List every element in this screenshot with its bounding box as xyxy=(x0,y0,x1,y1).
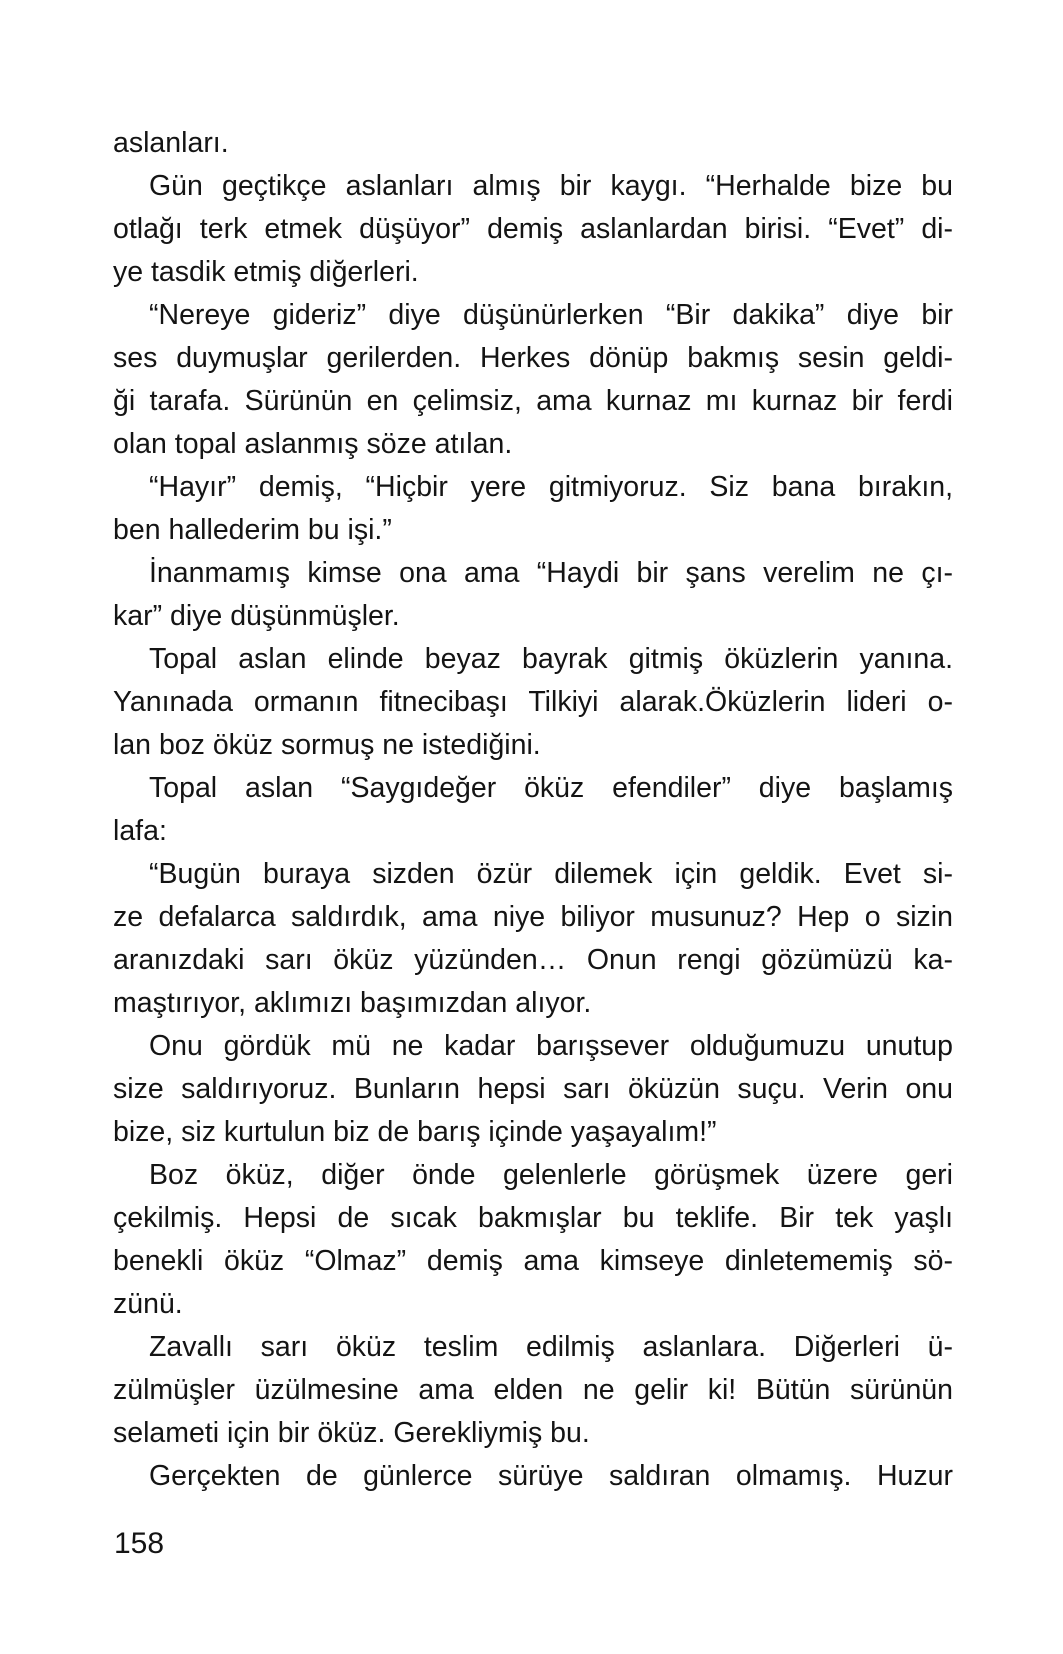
paragraph xyxy=(113,552,953,638)
text-line: ses duymuşlar gerilerden. Herkes dönüp bakmış sesin geldi- xyxy=(113,342,953,374)
text-line: size saldırıyoruz. Bunların hepsi sarı öküzün suçu. Verin onu xyxy=(113,1073,953,1105)
body-text xyxy=(113,122,953,1498)
paragraph xyxy=(113,294,953,466)
text-line: ben hallederim bu işi.” xyxy=(113,514,392,546)
text-line: benekli öküz “Olmaz” demiş ama kimseye dinletememiş sö- xyxy=(113,1245,953,1277)
text-line: Onu gördük mü ne kadar barışsever olduğumuzu unutup xyxy=(149,1030,953,1062)
text-line: çekilmiş. Hepsi de sıcak bakmışlar bu teklife. Bir tek yaşlı xyxy=(113,1202,953,1234)
text-line: “Hayır” demiş, “Hiçbir yere gitmiyoruz. Siz bana bırakın, xyxy=(149,471,953,503)
text-line: maştırıyor, aklımızı başımızdan alıyor. xyxy=(113,987,592,1019)
paragraph xyxy=(113,1025,953,1154)
text-line: olan topal aslanmış söze atılan. xyxy=(113,428,513,460)
text-line: ği tarafa. Sürünün en çelimsiz, ama kurnaz mı kurnaz bir ferdi xyxy=(113,385,953,417)
text-line: İnanmamış kimse ona ama “Haydi bir şans verelim ne çı- xyxy=(149,557,953,589)
text-line: Topal aslan elinde beyaz bayrak gitmiş öküzlerin yanına. xyxy=(149,643,953,675)
text-line: aranızdaki sarı öküz yüzünden… Onun rengi gözümüzü ka- xyxy=(113,944,953,976)
text-line: lan boz öküz sormuş ne istediğini. xyxy=(113,729,541,761)
text-line: Gün geçtikçe aslanları almış bir kaygı. “Herhalde bize bu xyxy=(149,170,953,202)
text-line: zünü. xyxy=(113,1288,183,1320)
text-line: lafa: xyxy=(113,815,167,847)
text-line: selameti için bir öküz. Gerekliymiş bu. xyxy=(113,1417,590,1449)
text-line: Zavallı sarı öküz teslim edilmiş aslanlara. Diğerleri ü- xyxy=(149,1331,953,1363)
text-line: “Bugün buraya sizden özür dilemek için geldik. Evet si- xyxy=(149,858,953,890)
text-line: Topal aslan “Saygıdeğer öküz efendiler” diye başlamış xyxy=(149,772,953,804)
text-line: Gerçekten de günlerce sürüye saldıran olmamış. Huzur xyxy=(149,1460,953,1492)
text-line: otlağı terk etmek düşüyor” demiş aslanlardan birisi. “Evet” di- xyxy=(113,213,953,245)
paragraph xyxy=(113,466,953,552)
text-line: Yanınada ormanın fitnecibaşı Tilkiyi alarak.Öküzlerin lideri o- xyxy=(113,686,953,718)
text-line: zülmüşler üzülmesine ama elden ne gelir ki! Bütün sürünün xyxy=(113,1374,953,1406)
page-number: 158 xyxy=(114,1527,165,1560)
text-line: bize, siz kurtulun biz de barış içinde yaşayalım!” xyxy=(113,1116,717,1148)
paragraph xyxy=(113,1455,953,1498)
text-line: aslanları. xyxy=(113,127,229,159)
paragraph xyxy=(113,1326,953,1455)
text-line: ze defalarca saldırdık, ama niye biliyor musunuz? Hep o sizin xyxy=(113,901,953,933)
paragraph xyxy=(113,122,953,165)
text-line: ye tasdik etmiş diğerleri. xyxy=(113,256,419,288)
paragraph xyxy=(113,638,953,767)
paragraph xyxy=(113,165,953,294)
paragraph xyxy=(113,1154,953,1326)
text-line: Boz öküz, diğer önde gelenlerle görüşmek üzere geri xyxy=(149,1159,953,1191)
paragraph xyxy=(113,853,953,1025)
text-line: “Nereye gideriz” diye düşünürlerken “Bir dakika” diye bir xyxy=(149,299,953,331)
text-line: kar” diye düşünmüşler. xyxy=(113,600,400,632)
paragraph xyxy=(113,767,953,853)
